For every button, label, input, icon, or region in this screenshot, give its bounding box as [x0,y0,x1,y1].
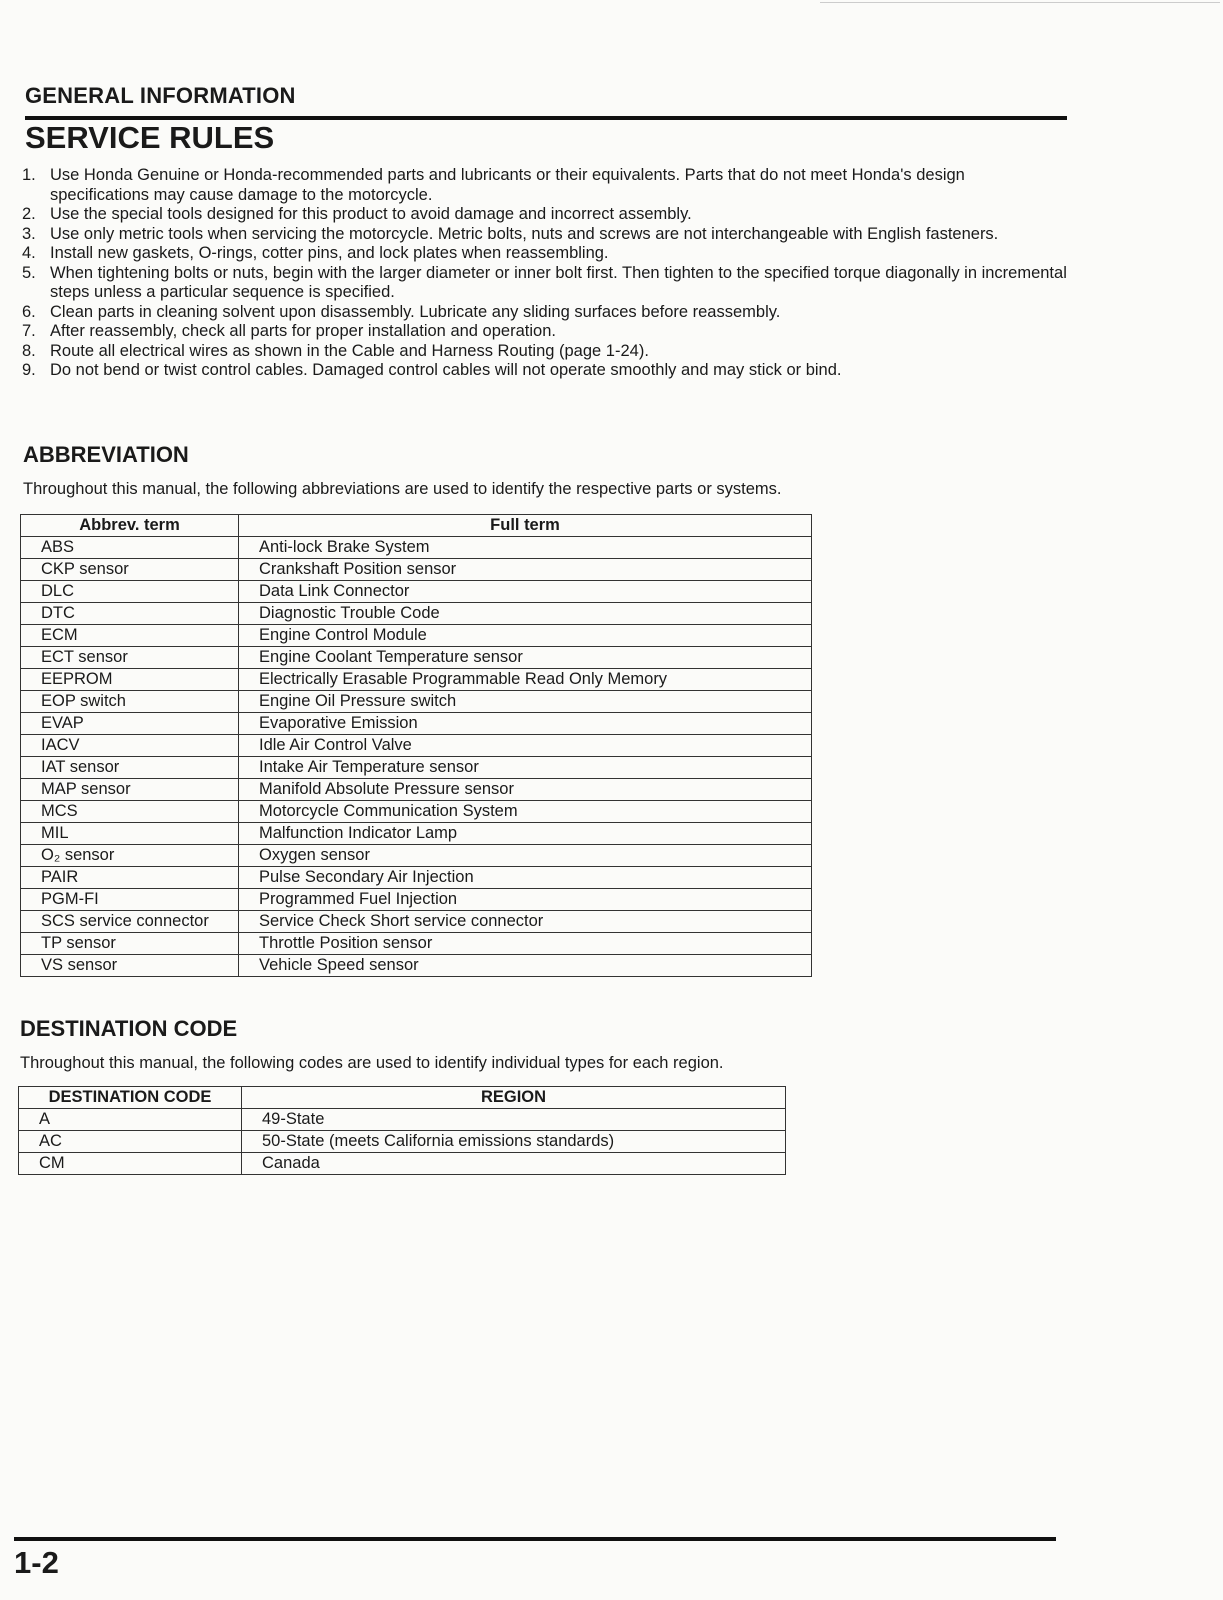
abbreviation-row [21,735,812,757]
table-cell-key: DLC [21,581,239,603]
rule-text: When tightening bolts or nuts, begin with the larger diameter or inner bolt first. Then tighten to the specified torque diagonally in incremental steps unless a particular sequence is specified. [50,263,1067,301]
col-header-region: REGION [242,1087,786,1109]
table-cell-value: Evaporative Emission [239,713,812,735]
abbreviation-row [21,955,812,977]
page-title: SERVICE RULES [25,120,275,155]
table-cell-value: Malfunction Indicator Lamp [239,823,812,845]
abbreviation-heading: ABBREVIATION [23,442,189,467]
rule-item [22,361,1067,381]
rule-item [22,244,1067,264]
rule-text: Install new gaskets, O-rings, cotter pins, and lock plates when reassembling. [50,244,609,262]
rule-number: 8. [22,341,36,360]
rule-item [22,303,1067,323]
table-cell-value: Throttle Position sensor [239,933,812,955]
rule-number: 3. [22,224,36,243]
rule-item [22,166,1067,205]
table-cell-value: Motorcycle Communication System [239,801,812,823]
rule-number: 5. [22,263,36,282]
table-cell-value: Intake Air Temperature sensor [239,757,812,779]
table-cell-value: Vehicle Speed sensor [239,955,812,977]
rule-text: Do not bend or twist control cables. Damaged control cables will not operate smoothly and may stick or bind. [50,361,842,379]
table-cell-key: PGM-FI [21,889,239,911]
abbreviation-row [21,911,812,933]
abbreviation-row [21,559,812,581]
abbreviation-table-header [21,515,812,537]
table-cell-key: ECM [21,625,239,647]
destination-intro: Throughout this manual, the following codes are used to identify individual types for each region. [20,1054,724,1072]
table-cell-key: SCS service connector [21,911,239,933]
table-cell-key: O₂ sensor [21,845,239,867]
table-cell-value: Manifold Absolute Pressure sensor [239,779,812,801]
rule-item [22,205,1067,225]
abbreviation-row [21,867,812,889]
abbreviation-row [21,779,812,801]
abbreviation-row [21,823,812,845]
table-cell-value: Electrically Erasable Programmable Read Only Memory [239,669,812,691]
table-cell-value: Programmed Fuel Injection [239,889,812,911]
col-header-abbrev: Abbrev. term [21,515,239,537]
table-cell-key: VS sensor [21,955,239,977]
destination-row [19,1109,786,1131]
rule-item [22,264,1067,303]
col-header-code: DESTINATION CODE [19,1087,242,1109]
abbreviation-intro: Throughout this manual, the following abbreviations are used to identify the respective parts or systems. [23,480,782,498]
rule-text: After reassembly, check all parts for proper installation and operation. [50,322,556,340]
table-cell-key: ABS [21,537,239,559]
rule-number: 2. [22,205,36,223]
table-cell-key: MCS [21,801,239,823]
abbreviation-row [21,845,812,867]
table-cell-key: TP sensor [21,933,239,955]
abbreviation-row [21,801,812,823]
rule-number: 9. [22,361,36,379]
table-cell-value: Anti-lock Brake System [239,537,812,559]
table-cell-key: CM [19,1153,242,1175]
abbreviation-row [21,669,812,691]
rule-text: Use Honda Genuine or Honda-recommended parts and lubricants or their equivalents. Parts that do not meet Honda's design specifications may cause damage to the motorcycle. [50,166,965,204]
table-cell-value: Idle Air Control Valve [239,735,812,757]
table-cell-key: EVAP [21,713,239,735]
table-cell-key: IAT sensor [21,757,239,779]
table-cell-value: Pulse Secondary Air Injection [239,867,812,889]
table-cell-value: Canada [242,1153,786,1175]
table-cell-value: Engine Oil Pressure switch [239,691,812,713]
abbreviation-row [21,647,812,669]
col-header-full: Full term [239,515,812,537]
rule-item [22,322,1067,342]
abbreviation-row [21,757,812,779]
rule-item [22,225,1067,245]
table-cell-key: DTC [21,603,239,625]
abbreviation-row [21,625,812,647]
destination-row [19,1131,786,1153]
rule-item [22,342,1067,362]
abbreviation-table [20,514,812,977]
table-cell-key: CKP sensor [21,559,239,581]
table-cell-key: EEPROM [21,669,239,691]
abbreviation-row [21,933,812,955]
rule-number: 4. [22,244,36,262]
page-number: 1-2 [14,1545,59,1580]
abbreviation-row [21,691,812,713]
table-cell-value: Crankshaft Position sensor [239,559,812,581]
service-rules-list [22,166,1067,381]
rule-text: Use only metric tools when servicing the motorcycle. Metric bolts, nuts and screws are not interchangeable with English fasteners. [50,224,999,243]
abbreviation-row [21,581,812,603]
destination-row [19,1153,786,1175]
table-cell-value: Service Check Short service connector [239,911,812,933]
rule-text: Use the special tools designed for this product to avoid damage and incorrect assembly. [50,205,692,223]
table-cell-value: Diagnostic Trouble Code [239,603,812,625]
table-cell-value: 49-State [242,1109,786,1131]
rule-number: 6. [22,302,36,321]
abbreviation-row [21,713,812,735]
abbreviation-row [21,889,812,911]
scan-edge-line [820,2,1220,3]
rule-text: Route all electrical wires as shown in the Cable and Harness Routing (page 1-24). [50,341,649,360]
table-cell-value: Engine Coolant Temperature sensor [239,647,812,669]
table-cell-value: 50-State (meets California emissions standards) [242,1131,786,1153]
table-cell-key: MIL [21,823,239,845]
table-cell-key: ECT sensor [21,647,239,669]
table-cell-value: Oxygen sensor [239,845,812,867]
section-heading: GENERAL INFORMATION [25,83,296,108]
table-cell-value: Engine Control Module [239,625,812,647]
table-cell-value: Data Link Connector [239,581,812,603]
footer-rule [14,1537,1056,1541]
table-cell-key: MAP sensor [21,779,239,801]
table-cell-key: AC [19,1131,242,1153]
rule-number: 1. [22,166,36,184]
destination-table [18,1086,786,1175]
table-cell-key: PAIR [21,867,239,889]
destination-heading: DESTINATION CODE [20,1016,238,1041]
abbreviation-row [21,603,812,625]
rule-text: Clean parts in cleaning solvent upon disassembly. Lubricate any sliding surfaces before reassembly. [50,302,781,321]
abbreviation-row [21,537,812,559]
destination-table-header [19,1087,786,1109]
table-cell-key: IACV [21,735,239,757]
rule-number: 7. [22,322,36,340]
table-cell-key: EOP switch [21,691,239,713]
table-cell-key: A [19,1109,242,1131]
